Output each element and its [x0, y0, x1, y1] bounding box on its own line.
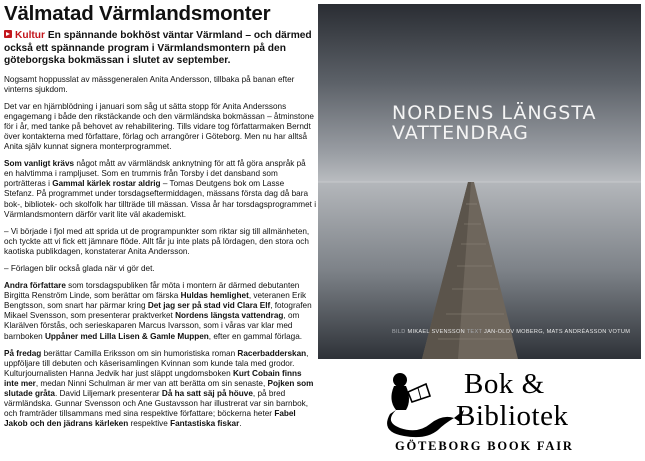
book-cover-title-line1: NORDENS LÄNGSTA — [392, 102, 597, 124]
article-body — [4, 75, 316, 430]
paragraph-text: något mått av värmländsk anknytning för att få göra anspråk på en halvtimma i rampljuset. Som en trumrnis från Torsby i det dansband som porträtteras i — [4, 159, 306, 189]
paragraph-text: , medan Ninni Schulman är mer van att berätta om sin senaste, — [35, 378, 268, 388]
credit-authors: JAN-OLOV MOBERG, MATS ANDRÉASSON — [483, 329, 607, 335]
book-title: Det jag ser på stad vid Clara Elf — [147, 301, 271, 311]
book-cover-image — [318, 4, 641, 359]
paragraph-text: , på bred värmländska. Gunnar Svensson och Ane Gustavsson har illustrerat var sin barnbok, och framträder tillsammans med sina respektive författare; böckerna heter — [4, 389, 309, 419]
paragraph-text: . David Liljemark presenterar — [54, 389, 162, 399]
credit-label: TEXT — [466, 329, 483, 335]
credit-photographer: MIKAEL SVENSSON — [407, 329, 465, 335]
paragraph-text: respektive — [128, 419, 171, 429]
book-fair-logo — [370, 366, 638, 458]
paragraph-text: , om Klarälven förstås, och serieskaparen Marcus Ivarsson, som i våras var klar med barnboken — [4, 311, 300, 341]
article — [4, 2, 316, 429]
book-title: Då ha satt säj på höuve — [161, 389, 253, 399]
book-title: Uppåner med Lilla Lisen & Gamle Muppen — [44, 331, 209, 341]
paragraph-text: berättar Camilla Eriksson om sin humoristiska roman — [41, 348, 238, 358]
book-cover-credits — [392, 329, 630, 335]
book-title: Nordens längsta vattendrag — [175, 311, 284, 321]
paragraph-text: , fotografen Mikael Svensson, som presenterar praktverket — [4, 301, 312, 321]
credit-publisher: VOTUM — [608, 329, 631, 335]
book-cover-title-line2: VATTENDRAG — [392, 122, 529, 144]
lead-text: En spännande bokhöst väntar Värmland – och därmed också ett spännande program i Värmlandsmontern på den göteborgska bokmässan i slutet av september. — [4, 30, 312, 66]
book-title: Gammal kärlek rostar aldrig — [52, 179, 161, 189]
section-tag: Kultur — [15, 30, 45, 41]
book-title: Huldas hemlighet — [180, 291, 249, 301]
paragraph-2: Det var en hjärnblödning i januari som såg ut sätta stopp för Anita Anderssons engagemang i både den rikstäckande och den värmländska bokmässan – åtminstone för i år, med tanke på behovet av rehabilitering. Tills vidare tog författarmaken Berndt över kontakterna med författare, förlag och arrangörer i Göteborg. Men nu har alltså Anita själv kunnat signera monterprogrammet. — [4, 101, 314, 152]
book-title: Pojken som slutade gråta — [4, 378, 314, 399]
book-title: Fabel Jakob och den jädrans kärleken — [4, 409, 296, 429]
bold-lead-in: På fredag — [4, 348, 42, 358]
paragraph-6 — [4, 281, 316, 342]
paragraph-5: – Förlagen blir också glada när vi gör det. — [4, 264, 155, 273]
logo-subtitle: GÖTEBORG BOOK FAIR — [395, 439, 574, 453]
headline: Välmatad Värmlandsmonter — [4, 2, 271, 25]
mermaid-reading-icon — [370, 366, 465, 441]
bold-lead-in: Andra författare — [4, 281, 66, 291]
paragraph-text: , uppföljare till debuten och käserisamlingen Kvinnan som kunde tala med grodor. Kulturjournalisten Hanna Jedvik har just släppt ungdomsboken — [4, 348, 309, 378]
paragraph-4: – Vi började i fjol med att sprida ut de programpunkter som riktar sig till allmänheten, och tyckte att vi fick ett jämnare flöde. Allt får ju inte plats på lördagen, den stora och kaotiska publikdagen, konstaterar Anita Andersson. — [4, 226, 310, 256]
book-title: Fantastiska fiskar — [170, 419, 240, 429]
logo-line1: Bok & — [464, 368, 545, 400]
paragraph-7 — [4, 349, 316, 430]
paragraph-text: , efter en gammal förlaga. — [208, 331, 303, 341]
article-lead — [4, 30, 316, 68]
logo-line2: Bibliotek — [456, 400, 569, 432]
book-title: Kurt Cobain finns inte mer — [4, 368, 302, 388]
paragraph-1: Nogsamt hoppusslat av mässgeneralen Anita Andersson, tillbaka på banan efter vinterns sjukdom. — [4, 74, 295, 94]
paragraph-text: . — [239, 419, 242, 429]
book-title: Racerbadderskan — [237, 348, 307, 358]
paragraph-text: – Tomas Deutgens bok om Lasse Stefanz. På programmet under torsdagseftermiddagen, mässans första dag då bara bok-, bibliotek- och skolfolk har tillträde till mässan. Vissa år har torsdagsprogrammet i Värmlandsmontern därför varit lite väl akademiskt. — [4, 179, 317, 219]
play-arrow-icon — [4, 30, 12, 38]
credit-label: BILD — [392, 329, 406, 335]
pier-photo — [318, 4, 641, 359]
paragraph-text: som torsdagspubliken får möta i montern är därmed debutanten Birgitta Renström Linde, som berättar om färska — [4, 281, 300, 301]
book-cover-title — [392, 103, 632, 143]
paragraph-3 — [4, 159, 316, 220]
paragraph-text: , veteranen Erik Bengtsson, som snart har pärmar kring — [4, 291, 307, 311]
bold-lead-in: Som vanligt krävs — [4, 159, 75, 169]
